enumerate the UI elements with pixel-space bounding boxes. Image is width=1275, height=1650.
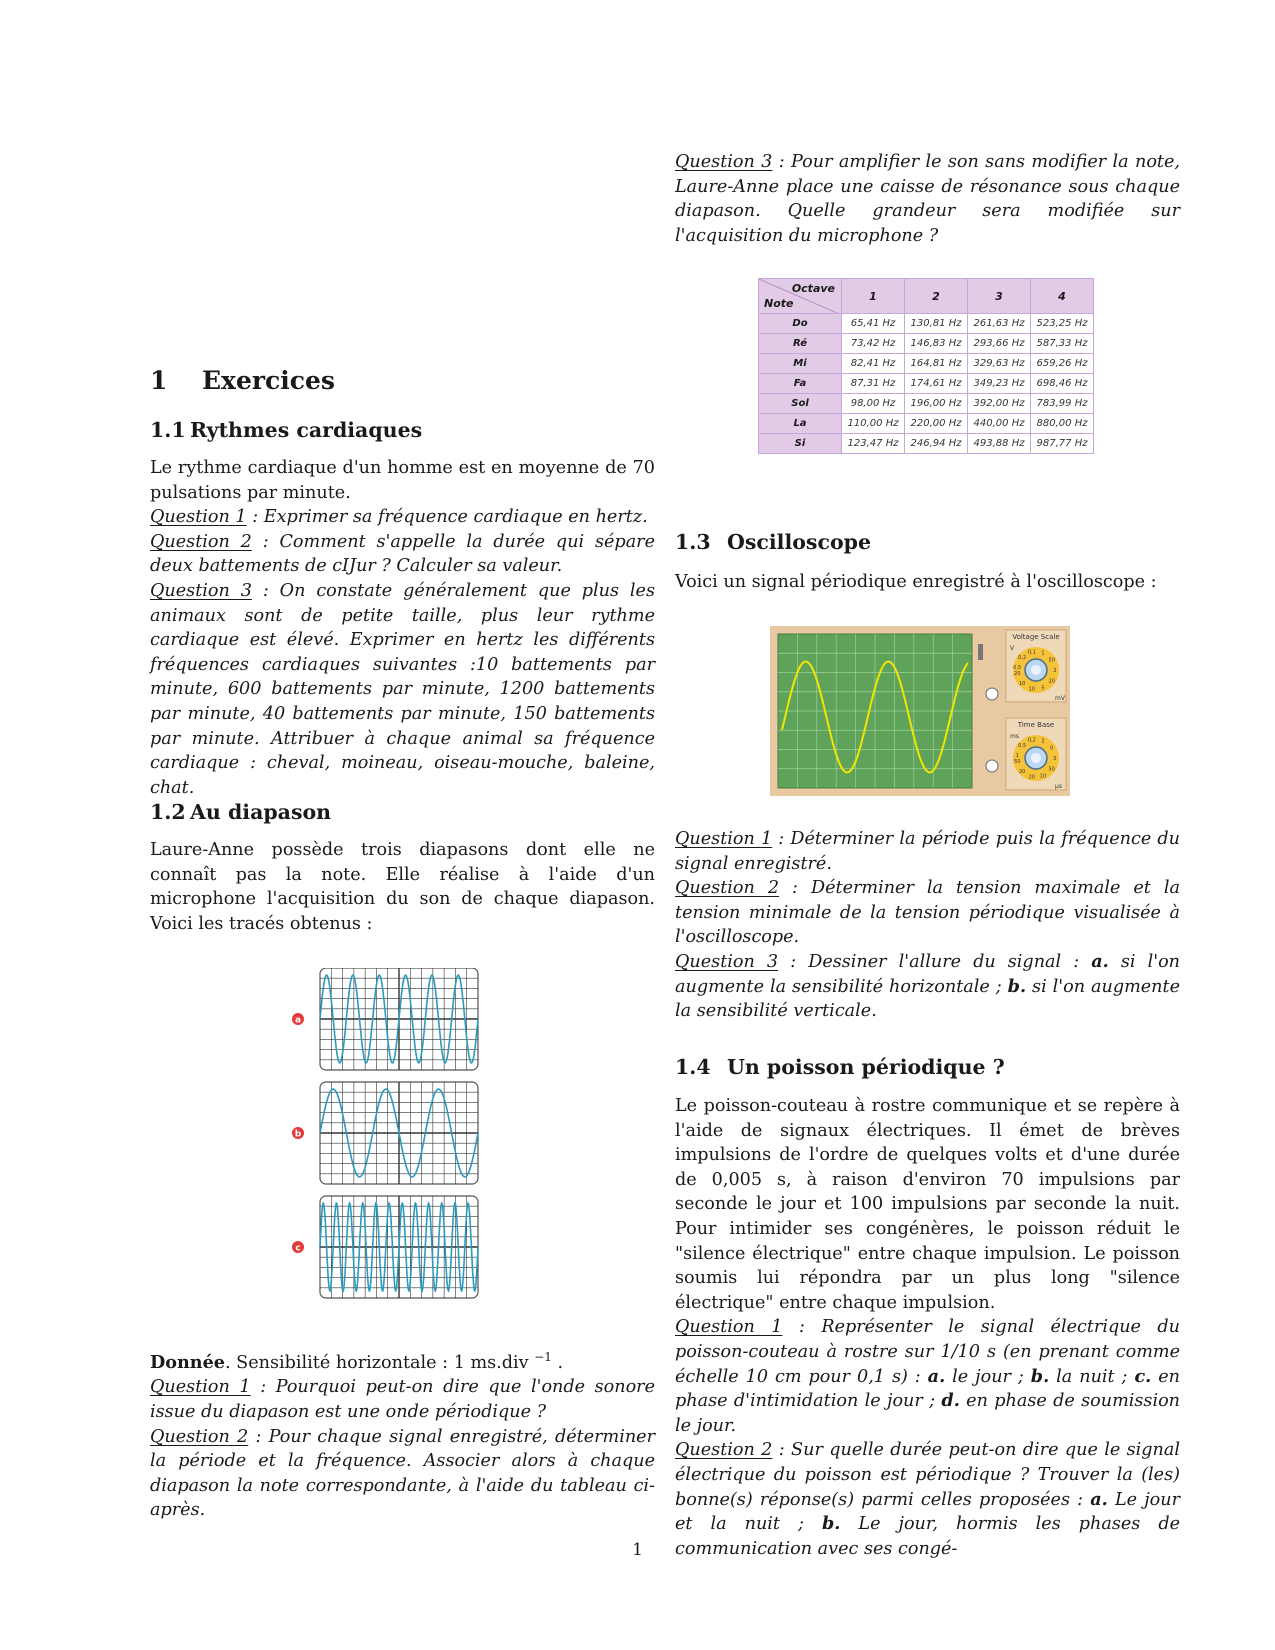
frequency-cell: 523,25 Hz xyxy=(1031,314,1094,334)
subsection-number: 1.1 xyxy=(150,418,186,442)
exercise-1-2-questions xyxy=(150,1345,655,1523)
row-note-label: Do xyxy=(759,314,842,334)
dial-tick-label: 0,5 xyxy=(1013,665,1022,672)
page-number: 1 xyxy=(632,1540,643,1560)
question-label: Question 3 xyxy=(675,152,773,172)
column-header: 3 xyxy=(968,279,1031,314)
column-header: 1 xyxy=(842,279,905,314)
donnee-exponent: −1 xyxy=(534,1350,552,1364)
option-b: b. xyxy=(821,1513,841,1535)
question-text: : Exprimer sa fréquence cardiaque en hertz. xyxy=(246,507,648,528)
exercise-1-3-intro xyxy=(675,570,1180,595)
question-3 xyxy=(675,150,1180,248)
frequency-cell: 164,81 Hz xyxy=(905,354,968,374)
horizontal-position-icon[interactable] xyxy=(986,760,998,772)
subsection-heading-1-1 xyxy=(150,418,422,442)
dial-tick-label: 10 xyxy=(1018,681,1026,688)
frequency-cell: 246,94 Hz xyxy=(905,434,968,454)
question-label: Question 3 xyxy=(150,580,252,601)
dial-tick-label: 0,2 xyxy=(1027,737,1036,744)
table-row xyxy=(759,374,1094,394)
frequency-cell: 73,42 Hz xyxy=(842,334,905,354)
option-a: a. xyxy=(1091,950,1109,972)
question-text: : Représenter le signal électrique du poisson-couteau à rostre sur 1/10 s (en prenant comme échelle 10 cm pour 0,1 s) : xyxy=(675,1317,1180,1387)
question-text: : Déterminer la tension maximale et la tension minimale de la tension périodique visualisée à l'oscilloscope. xyxy=(675,878,1180,948)
voltage-scale-control[interactable] xyxy=(1006,630,1066,702)
frequency-cell: 220,00 Hz xyxy=(905,414,968,434)
dial-tick-label: 20 xyxy=(1028,774,1036,781)
question-3 xyxy=(675,950,1180,1024)
dial-tick-label: 5 xyxy=(1041,685,1045,692)
question-label: Question 2 xyxy=(675,878,780,899)
column-header: 4 xyxy=(1031,279,1094,314)
option-d: d. xyxy=(941,1390,960,1412)
section-heading xyxy=(150,366,335,395)
column-header: 2 xyxy=(905,279,968,314)
note-header: Note xyxy=(764,297,794,310)
question-text: : On constate généralement que plus les animaux sont de petite taille, plus leur rythme cardiaque est élevé. Exprimer en hertz les différents fréquences cardiaques suivantes :10 battements par minute, 600 battements par minute, 1200 battements par minute, 40 battements par minute, 150 battements par minute. Attribuer à chaque animal sa fréquence cardiaque : cheval, moineau, oiseau-mouche, baleine, chat. xyxy=(150,580,655,798)
unit-label-bottom: µs xyxy=(1055,783,1062,790)
table-row xyxy=(759,314,1094,334)
frequency-cell: 880,00 Hz xyxy=(1031,414,1094,434)
frequency-cell: 146,83 Hz xyxy=(905,334,968,354)
dial-tick-label: 0,5 xyxy=(1018,742,1027,749)
intro-paragraph: Le rythme cardiaque d'un homme est en moyenne de 70 pulsations par minute. xyxy=(150,458,655,503)
question-text: si l'on augmente la sensibilité verticale. xyxy=(675,976,1180,1022)
intro-paragraph: Laure-Anne possède trois diapasons dont elle ne connaît pas la note. Elle réalise à l'aide d'un microphone l'acquisition du son de chaque diapason. Voici les tracés obtenus : xyxy=(150,840,655,934)
control-title: Time Base xyxy=(1017,721,1055,729)
frequency-cell: 587,33 Hz xyxy=(1031,334,1094,354)
question-text: : Comment s'appelle la durée qui sépare deux battements de cIJur ? Calculer sa valeur. xyxy=(150,531,655,577)
unit-label-bottom: mV xyxy=(1055,695,1065,702)
dial-center xyxy=(1031,665,1041,675)
question-1 xyxy=(150,1375,655,1424)
frequency-cell: 659,26 Hz xyxy=(1031,354,1094,374)
trace-a xyxy=(292,968,478,1070)
question-text: : Sur quelle durée peut-on dire que le signal électrique du poisson est périodique ? Trouver la (les) bonne(s) réponse(s) parmi celles proposées : xyxy=(675,1440,1180,1510)
subsection-title: Oscilloscope xyxy=(727,530,871,554)
exercise-1-1-body xyxy=(150,456,655,800)
dial-tick-label: 5 xyxy=(1053,756,1057,762)
dial-tick-label: 2 xyxy=(1053,668,1057,674)
donnee-end: . xyxy=(551,1352,564,1373)
question-label: Question 2 xyxy=(150,1426,249,1447)
option-a: a. xyxy=(1090,1488,1108,1510)
subsection-number: 1.2 xyxy=(150,800,186,824)
table-corner xyxy=(759,279,842,314)
question-label: Question 1 xyxy=(675,829,773,849)
dial-tick-label: 0,2 xyxy=(1018,654,1027,661)
row-note-label: La xyxy=(759,414,842,434)
option-b: b. xyxy=(1007,975,1027,997)
intro-paragraph: Le poisson-couteau à rostre communique et se repère à l'aide de signaux électriques. Il émet de brèves impulsions de l'ordre de quelques volts et d'une durée de 0,005 s, à raison d'environ 70 impulsions par seconde le jour et 100 impulsions par seconde la nuit. Pour intimider ses congénères, le poisson réduit le "silence électrique" entre chaque impulsion. Le poisson soumis lui répondra par un plus long "silence électrique" entre chaque impulsion. xyxy=(675,1096,1180,1313)
question-text: : Pourquoi peut-on dire que l'onde sonore issue du diapason est une onde périodique ? xyxy=(150,1377,656,1423)
question-text: : Déterminer la période puis la fréquence du signal enregistré. xyxy=(675,829,1181,874)
option-b: b. xyxy=(1030,1365,1050,1387)
exercise-1-2-intro xyxy=(150,838,655,936)
dial-center xyxy=(1031,753,1041,763)
octave-header: Octave xyxy=(791,282,835,295)
dial-tick-label: 20 xyxy=(1048,678,1055,685)
trace-label: a xyxy=(294,1015,302,1026)
vertical-position-icon[interactable] xyxy=(986,688,998,700)
table-body xyxy=(759,314,1094,454)
question-2 xyxy=(150,530,655,579)
question-label: Question 1 xyxy=(150,507,247,528)
question-label: Question 2 xyxy=(675,1440,773,1461)
unit-label-top: V xyxy=(1010,645,1015,652)
frequency-cell: 82,41 Hz xyxy=(842,354,905,374)
table-header-row xyxy=(759,279,1094,314)
subsection-title: Un poisson périodique ? xyxy=(727,1055,1005,1079)
frequency-cell: 123,47 Hz xyxy=(842,434,905,454)
question-2 xyxy=(675,876,1180,950)
subsection-number: 1.3 xyxy=(675,530,711,554)
tuning-fork-traces-figure xyxy=(290,968,490,1308)
frequency-cell: 196,00 Hz xyxy=(905,394,968,414)
table-row xyxy=(759,414,1094,434)
question-text: en phase d'intimidation le jour ; xyxy=(675,1366,1180,1412)
subsection-heading-1-3 xyxy=(675,530,871,554)
row-note-label: Ré xyxy=(759,334,842,354)
question-text: la nuit ; xyxy=(1049,1366,1135,1387)
question-text: si l'on augmente la sensibilité horizontale ; xyxy=(675,951,1180,997)
question-1 xyxy=(150,505,655,530)
frequency-cell: 392,00 Hz xyxy=(968,394,1031,414)
question-label: Question 1 xyxy=(675,1317,783,1338)
dial-tick-label: 10 xyxy=(1039,773,1047,780)
corner-diagonal xyxy=(759,279,837,313)
frequency-cell: 293,66 Hz xyxy=(968,334,1031,354)
dial-tick-label: 0,1 xyxy=(1027,649,1036,656)
dial-tick-label: 1 xyxy=(1015,753,1019,760)
exercise-1-2-question-3 xyxy=(675,150,1180,248)
exercise-1-4-body xyxy=(675,1094,1180,1561)
row-note-label: Mi xyxy=(759,354,842,374)
frequency-cell: 65,41 Hz xyxy=(842,314,905,334)
frequency-cell: 440,00 Hz xyxy=(968,414,1031,434)
exercise-1-3-questions xyxy=(675,827,1180,1024)
row-note-label: Si xyxy=(759,434,842,454)
subsection-heading-1-2 xyxy=(150,800,331,824)
section-number: 1 xyxy=(150,366,168,395)
control-title: Voltage Scale xyxy=(1012,633,1060,641)
unit-label-top: ms xyxy=(1010,733,1019,740)
table-row xyxy=(759,394,1094,414)
donnee-line xyxy=(150,1345,655,1375)
frequency-cell: 174,61 Hz xyxy=(905,374,968,394)
frequency-cell: 87,31 Hz xyxy=(842,374,905,394)
donnee-text: . Sensibilité horizontale : 1 ms.div xyxy=(224,1352,529,1373)
frequency-cell: 987,77 Hz xyxy=(1031,434,1094,454)
table-row xyxy=(759,354,1094,374)
subsection-title: Au diapason xyxy=(190,800,332,824)
row-note-label: Sol xyxy=(759,394,842,414)
question-text: Le jour et la nuit ; xyxy=(675,1489,1180,1535)
subsection-heading-1-4 xyxy=(675,1055,1005,1079)
question-label: Question 1 xyxy=(150,1377,251,1398)
option-c: c. xyxy=(1134,1365,1152,1387)
question-3 xyxy=(150,579,655,800)
question-text: Le jour, hormis les phases de communication avec ses congé- xyxy=(675,1514,1180,1559)
dial-tick-label: 2 xyxy=(1041,738,1045,745)
frequency-cell: 130,81 Hz xyxy=(905,314,968,334)
subsection-title: Rythmes cardiaques xyxy=(190,418,423,442)
option-a: a. xyxy=(927,1365,946,1387)
row-note-label: Fa xyxy=(759,374,842,394)
trace-label: b xyxy=(294,1129,302,1140)
frequency-cell: 110,00 Hz xyxy=(842,414,905,434)
question-text: le jour ; xyxy=(945,1366,1031,1387)
question-label: Question 3 xyxy=(675,951,779,972)
dial-tick-label: 20 xyxy=(1018,769,1026,776)
question-1 xyxy=(675,1315,1180,1438)
section-title: Exercices xyxy=(202,366,335,395)
table-row xyxy=(759,334,1094,354)
question-text: en phase de soumission le jour. xyxy=(675,1391,1180,1436)
intro-paragraph: Voici un signal périodique enregistré à l'oscilloscope : xyxy=(675,572,1157,592)
frequency-cell: 98,00 Hz xyxy=(842,394,905,414)
question-text: : Pour chaque signal enregistré, déterminer la période et la fréquence. Associer alors à chaque diapason la note correspondante, à l'aide du tableau ci-après. xyxy=(150,1426,655,1521)
dial-tick-label: 10 xyxy=(1028,686,1036,693)
frequency-cell: 349,23 Hz xyxy=(968,374,1031,394)
table-row xyxy=(759,434,1094,454)
frequency-cell: 783,99 Hz xyxy=(1031,394,1094,414)
dial-tick-label: 1 xyxy=(1041,650,1045,657)
question-text: : Dessiner l'allure du signal : xyxy=(778,951,1092,972)
question-1 xyxy=(675,827,1180,876)
frequency-cell: 329,63 Hz xyxy=(968,354,1031,374)
dial-tick-label: 20 xyxy=(1014,670,1021,677)
dial-tick-label: 50 xyxy=(1014,758,1021,765)
question-text: : Pour amplifier le son sans modifier la note, Laure-Anne place une caisse de résonance sous chaque diapason. Quelle grandeur sera modifiée sur l'acquisition du microphone ? xyxy=(675,152,1180,246)
trace-label: c xyxy=(295,1243,301,1254)
frequency-cell: 261,63 Hz xyxy=(968,314,1031,334)
oscilloscope-figure xyxy=(770,626,1070,796)
time-base-control[interactable] xyxy=(1006,718,1066,790)
dial-tick-label: 0 xyxy=(1050,745,1054,752)
frequency-cell: 493,88 Hz xyxy=(968,434,1031,454)
trace-b xyxy=(292,1082,478,1184)
subsection-number: 1.4 xyxy=(675,1055,711,1079)
dial-tick-label: 50 xyxy=(1048,766,1055,773)
channel-switch-icon[interactable] xyxy=(978,644,983,660)
question-2 xyxy=(150,1425,655,1523)
donnee-label: Donnée xyxy=(150,1351,225,1373)
question-label: Question 2 xyxy=(150,531,252,552)
dial-tick-label: 50 xyxy=(1048,657,1055,664)
note-frequency-table xyxy=(758,278,1094,454)
trace-c xyxy=(292,1196,478,1298)
frequency-cell: 698,46 Hz xyxy=(1031,374,1094,394)
